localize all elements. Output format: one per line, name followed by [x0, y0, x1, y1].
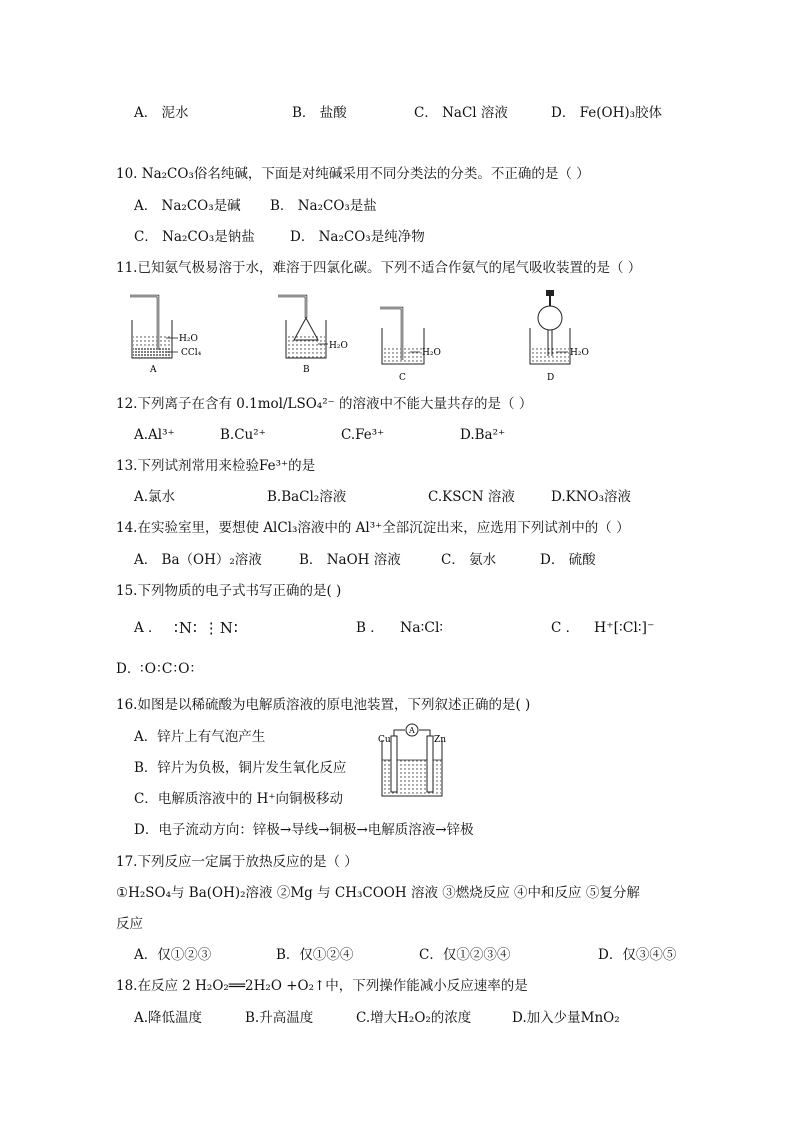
- q16-option-c: C．电解质溶液中的 H⁺向铜极移动: [134, 791, 344, 807]
- q15-option-b-label: B ．: [356, 620, 384, 636]
- q15-option-c-formula: H⁺[∶Cl∶]⁻: [594, 620, 655, 636]
- electrode-cu-label: Cu: [378, 735, 391, 745]
- q16-stem: 16.如图是以稀硫酸为电解质溶液的原电池装置，下列叙述正确的是( ): [116, 697, 531, 713]
- label-h2o-b: H₂O: [329, 341, 348, 351]
- q12-option-a: A.Al³⁺: [134, 427, 175, 443]
- q15-stem: 15.下列物质的电子式书写正确的是( ): [116, 583, 342, 599]
- q9-option-c: C． NaCl 溶液: [414, 105, 508, 121]
- apparatus-b: [278, 296, 348, 375]
- label-h2o-a: H₂O: [179, 334, 198, 344]
- q16-option-a: A．锌片上有气泡产生: [134, 729, 266, 745]
- apparatus-c: [380, 308, 441, 383]
- label-b: B: [303, 365, 310, 375]
- q12-stem: 12.下列离子在含有 0.1mol/LSO₄²⁻ 的溶液中不能大量共存的是（ ）: [116, 396, 533, 412]
- q15-option-a-label: A ．: [134, 620, 162, 636]
- q14-option-b: B． NaOH 溶液: [299, 552, 401, 568]
- ammeter-label: A: [409, 726, 415, 735]
- q17-option-c: C．仅①②③④: [419, 947, 511, 963]
- q17-items: ①H₂SO₄与 Ba(OH)₂溶液 ②Mg 与 CH₃COOH 溶液 ③燃烧反应 ④中和反应 ⑤复分解: [116, 885, 640, 901]
- q12-option-c: C.Fe³⁺: [341, 427, 385, 443]
- q17-option-a: A．仅①②③: [134, 947, 212, 963]
- q10-option-a: A． Na₂CO₃是碱: [134, 198, 241, 214]
- label-ccl4-a: CCl₄: [181, 348, 202, 358]
- q13-option-d: D.KNO₃溶液: [551, 489, 632, 505]
- q13-stem: 13.下列试剂常用来检验Fe³⁺的是: [116, 458, 316, 474]
- q17-option-d: D．仅③④⑤: [598, 947, 677, 963]
- q15-option-a-formula: ∶N∶ ⋮N∶: [174, 619, 239, 637]
- q11-apparatus-figure: [120, 288, 620, 388]
- q15-option-b-formula: Na∶Cl∶: [400, 620, 444, 636]
- q9-option-b: B． 盐酸: [292, 105, 347, 121]
- q10-option-d: D． Na₂CO₃是纯净物: [290, 229, 425, 245]
- q17-option-b: B．仅①②④: [276, 947, 354, 963]
- q10-stem: 10. Na₂CO₃俗名纯碱，下面是对纯碱采用不同分类法的分类。不正确的是（ ）: [116, 166, 590, 182]
- galvanic-cell-figure: [372, 720, 452, 800]
- label-d: D: [547, 373, 555, 383]
- q18-option-b: B.升高温度: [245, 1010, 314, 1026]
- q17-items-continued: 反应: [116, 916, 143, 932]
- q18-option-a: A.降低温度: [134, 1010, 203, 1026]
- q14-stem: 14.在实验室里，要想使 AlCl₃溶液中的 Al³⁺全部沉淀出来，应选用下列试剂中的（ ）: [116, 520, 630, 536]
- label-c: C: [399, 373, 406, 383]
- q13-option-a: A.氯水: [134, 489, 176, 505]
- q18-option-c: C.增大H₂O₂的浓度: [356, 1010, 472, 1026]
- q18-stem: 18.在反应 2 H₂O₂══2H₂O +O₂↑中，下列操作能减小反应速率的是: [116, 978, 528, 994]
- q11-stem: 11.已知氨气极易溶于水，难溶于四氯化碳。下列不适合作氨气的尾气吸收装置的是（ ）: [116, 260, 642, 276]
- q16-option-d: D．电子流动方向：锌极→导线→铜极→电解质溶液→锌极: [134, 822, 474, 838]
- q9-option-d: D． Fe(OH)₃胶体: [551, 105, 663, 121]
- q12-option-d: D.Ba²⁺: [460, 427, 506, 443]
- electrode-zn-label: Zn: [434, 735, 447, 745]
- apparatus-a: [130, 296, 202, 375]
- q10-option-b: B． Na₂CO₃是盐: [270, 198, 377, 214]
- q18-option-d: D.加入少量MnO₂: [512, 1010, 620, 1026]
- q16-option-b: B．锌片为负极，铜片发生氧化反应: [134, 760, 347, 776]
- q13-option-c: C.KSCN 溶液: [428, 489, 515, 505]
- q15-option-c-label: C ．: [551, 620, 580, 636]
- q13-option-b: B.BaCl₂溶液: [267, 489, 347, 505]
- label-h2o-c: H₂O: [422, 348, 441, 358]
- q12-option-b: B.Cu²⁺: [220, 427, 266, 443]
- q9-option-a: A． 泥水: [134, 105, 189, 121]
- label-a: A: [150, 365, 157, 375]
- label-h2o-d: H₂O: [570, 348, 589, 358]
- q15-option-d-label: D．: [116, 661, 141, 677]
- q14-option-d: D． 硫酸: [540, 552, 596, 568]
- q15-option-d-formula: ∶O∶C∶O∶: [140, 661, 196, 677]
- apparatus-d: [530, 290, 589, 383]
- q14-option-a: A． Ba（OH）₂溶液: [134, 552, 262, 568]
- q10-option-c: C． Na₂CO₃是钠盐: [134, 229, 255, 245]
- q14-option-c: C． 氨水: [441, 552, 497, 568]
- q17-stem: 17.下列反应一定属于放热反应的是（ ）: [116, 854, 358, 870]
